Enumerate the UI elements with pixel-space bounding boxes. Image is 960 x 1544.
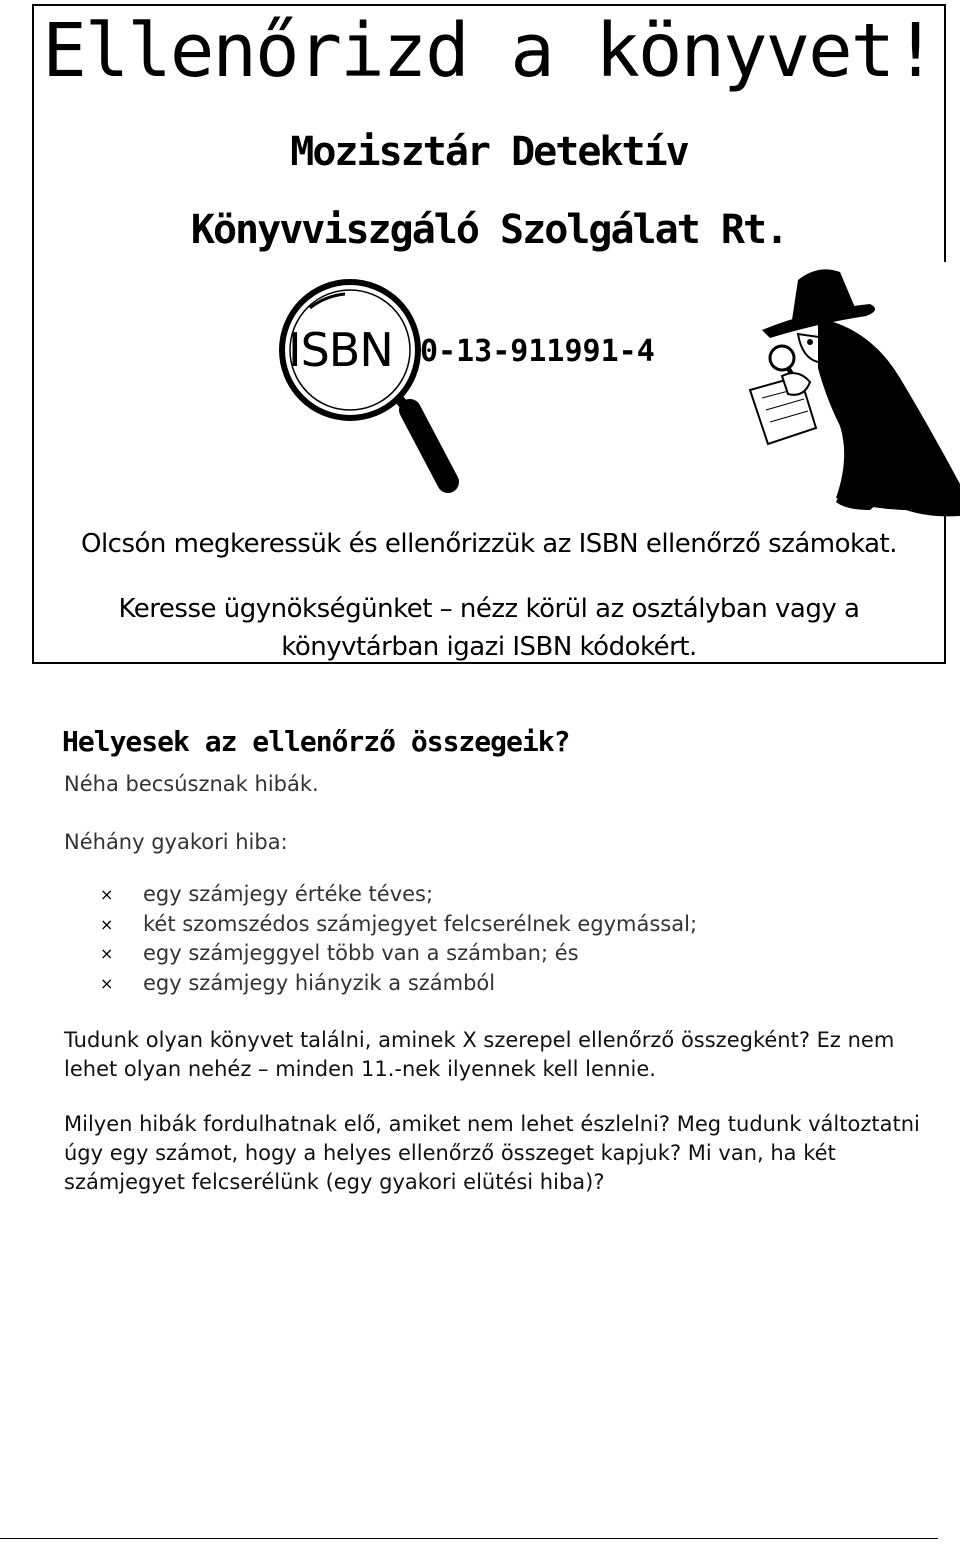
- cross-bullet-icon: ×: [100, 914, 114, 934]
- list-item-text: két szomszédos számjegyet felcserélnek egymással;: [143, 911, 698, 936]
- list-item: [100, 969, 697, 999]
- poster-tagline-2: Keresse ügynökségünket – nézz körül az osztályban vagy a könyvtárban igazi ISBN kódokért.: [118, 594, 860, 662]
- section-heading: Helyesek az ellenőrző összegeik?: [62, 725, 570, 758]
- paragraph-x-checksum: Tudunk olyan könyvet találni, aminek X szerepel ellenőrző összegként? Ez nem lehet olyan nehéz – minden 11.-nek ilyennek kell lennie.: [64, 1028, 895, 1081]
- footer-divider: [0, 1538, 938, 1539]
- note-errors-happen: Néha becsúsznak hibák.: [64, 772, 319, 796]
- isbn-number: 0-13-911991-4: [420, 334, 655, 369]
- cross-bullet-icon: ×: [100, 973, 114, 993]
- detective-icon: [750, 269, 960, 516]
- poster-title: Ellenőrizd a könyvet!: [42, 8, 936, 94]
- list-item: [100, 939, 697, 969]
- list-item-text: egy számjegy értéke téves;: [143, 882, 434, 906]
- cross-bullet-icon: ×: [100, 944, 114, 963]
- list-item-text: egy számjeggyel több van a számban; és: [143, 941, 579, 965]
- poster-subtitle-line1: Mozisztár Detektív: [290, 129, 688, 175]
- magnifying-glass-icon: [282, 282, 448, 482]
- list-item: [100, 910, 697, 940]
- list-item: [100, 880, 697, 910]
- isbn-label: ISBN: [288, 323, 393, 377]
- poster-subtitle-line2: Könyvviszgáló Szolgálat Rt.: [190, 207, 788, 253]
- list-item-text: egy számjegy hiányzik a számból: [143, 970, 496, 995]
- detective-illustration: [270, 258, 960, 520]
- paragraph-undetectable-errors: Milyen hibák fordulhatnak elő, amiket nem lehet észlelni? Meg tudunk változtatni úgy egy számot, hogy a helyes ellenőrző összeget kapjuk? Mi van, ha két számjegyet felcserélünk (egy gyakori elütési hiba)?: [64, 1112, 920, 1194]
- error-list: [100, 880, 697, 998]
- cross-bullet-icon: ×: [100, 885, 114, 904]
- note-common-errors: Néhány gyakori hiba:: [64, 830, 288, 854]
- poster-tagline-1: Olcsón megkeressük és ellenőrizzük az ISBN ellenőrző számokat.: [80, 529, 898, 559]
